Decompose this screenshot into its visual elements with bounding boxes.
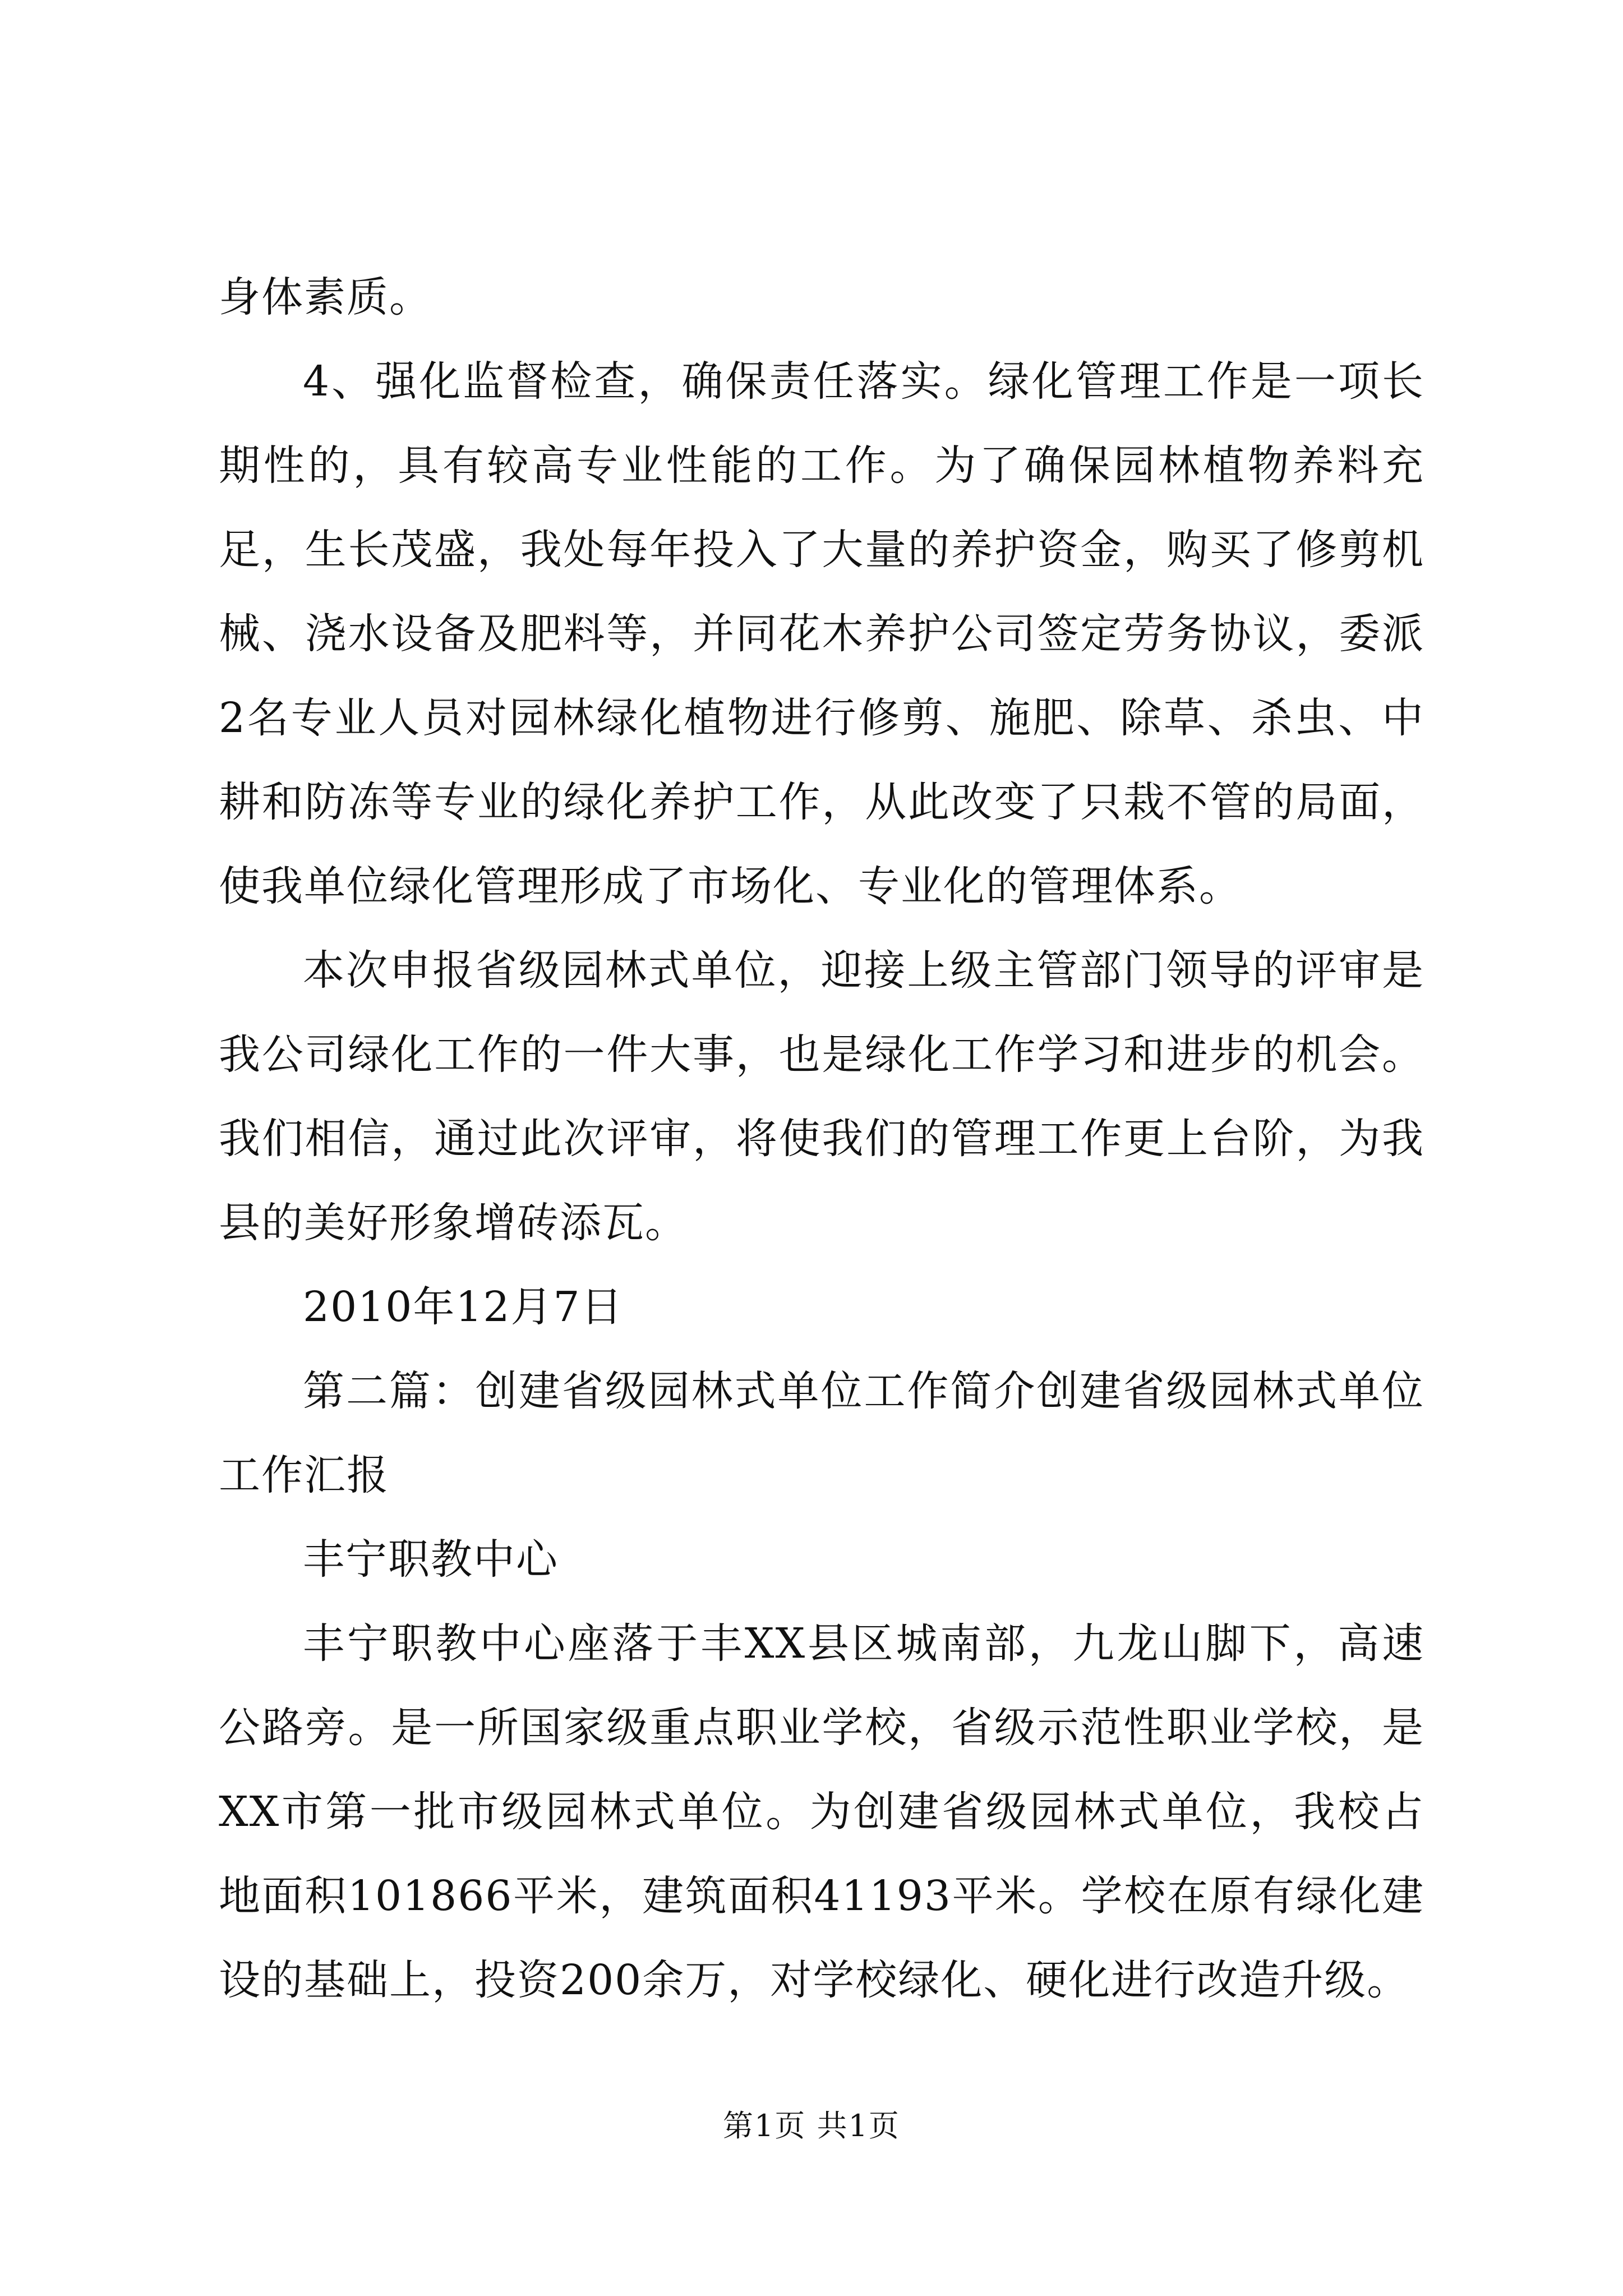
page-footer: 第1页 共1页 [723, 2108, 900, 2143]
paragraph-7: 丰宁职教中心座落于丰XX县区城南部，九龙山脚下，高速公路旁。是一所国家级重点职业学校，省级示范性职业学校，是XX市第一批市级园林式单位。为创建省级园林式单位，我校占地面积101866平米，建筑面积41193平米。学校在原有绿化建设的基础上，投资200余万，对学校绿化、硬化进行改造升级。 [219, 1619, 1424, 2004]
paragraph-3: 本次申报省级园林式单位，迎接上级主管部门领导的评审是我公司绿化工作的一件大事，也是绿化工作学习和进步的机会。我们相信，通过此次评审，将使我们的管理工作更上台阶，为我县的美好形象增砖添瓦。 [219, 946, 1424, 1247]
section-heading: 第二篇：创建省级园林式单位工作简介创建省级园林式单位工作汇报 [219, 1367, 1424, 1499]
paragraph-2: 4、强化监督检查，确保责任落实。绿化管理工作是一项长期性的，具有较高专业性能的工作。为了确保园林植物养料充足，生长茂盛，我处每年投入了大量的养护资金，购买了修剪机械、浇水设备及肥料等，并同花木养护公司签定劳务协议，委派2名专业人员对园林绿化植物进行修剪、施肥、除草、杀虫、中耕和防冻等专业的绿化养护工作，从此改变了只栽不管的局面，使我单位绿化管理形成了市场化、专业化的管理体系。 [219, 357, 1424, 910]
paragraph-1: 身体素质。 [219, 273, 432, 321]
organization-name: 丰宁职教中心 [303, 1535, 559, 1584]
date-line: 2010年12月7日 [303, 1283, 624, 1331]
document-body [219, 255, 1424, 2022]
